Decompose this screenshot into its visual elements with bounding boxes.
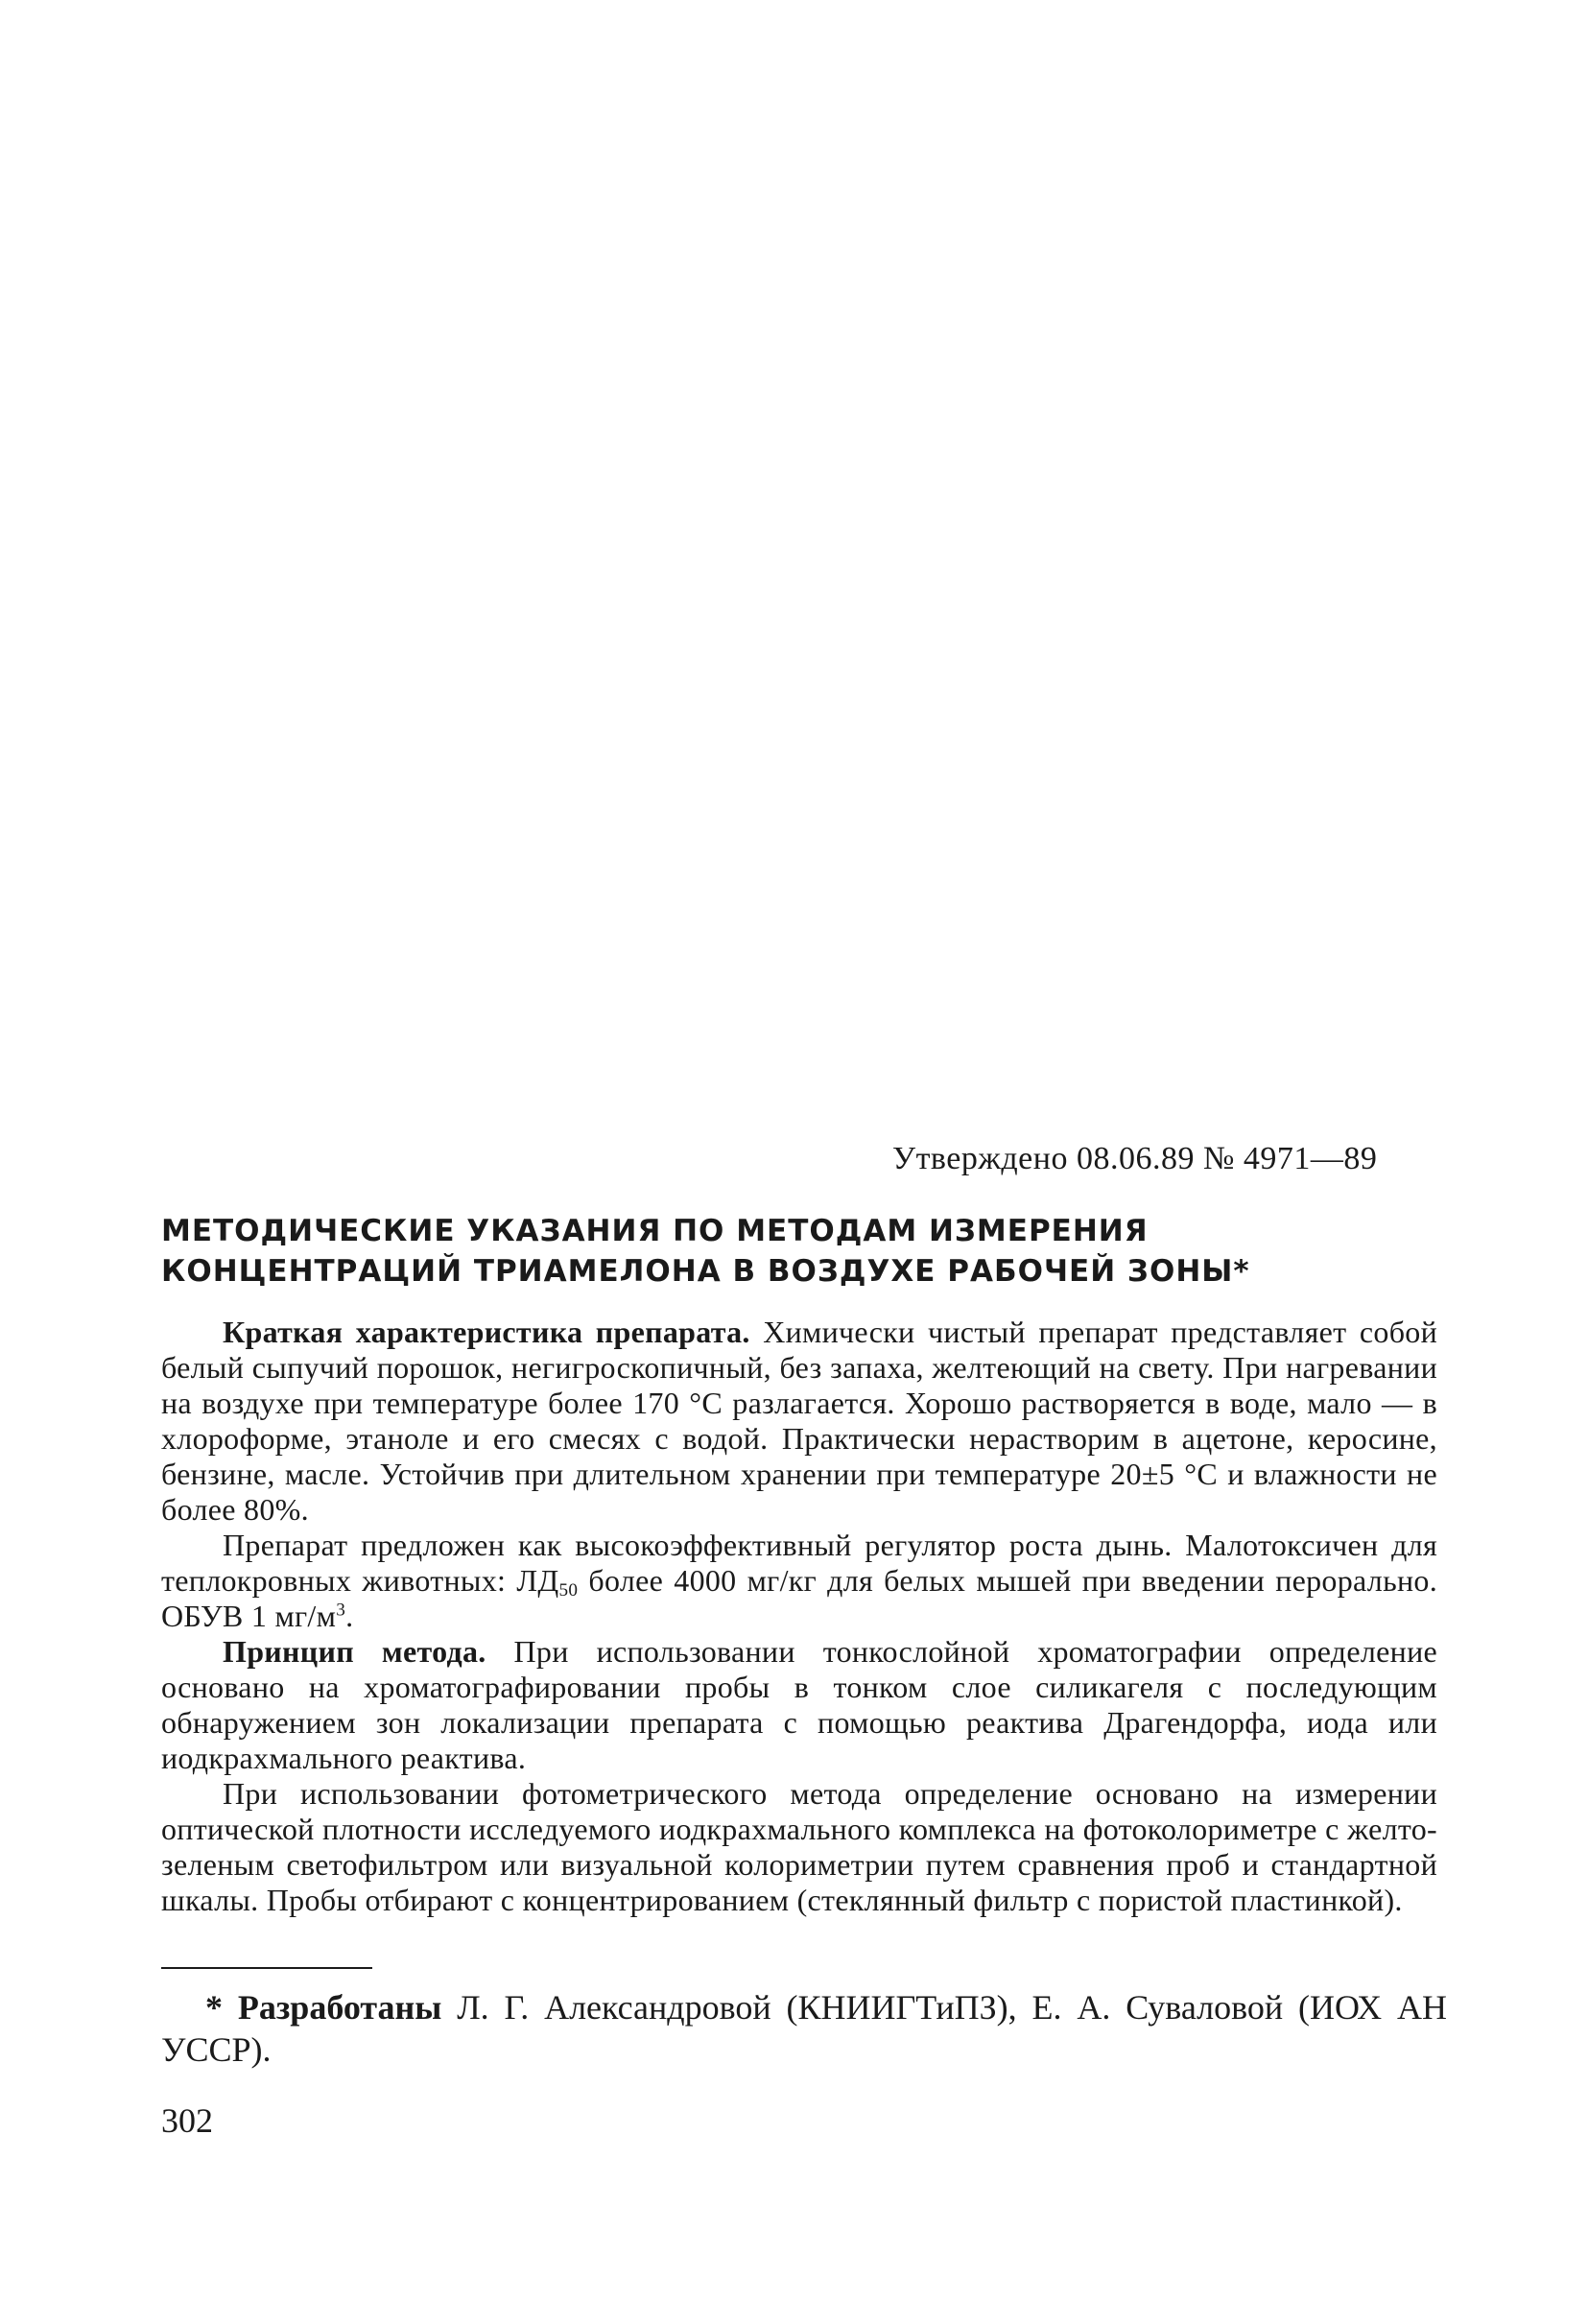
page-number: 302 [161, 2101, 213, 2140]
approval-line: Утверждено 08.06.89 № 4971—89 [892, 1141, 1378, 1176]
document-title [161, 1211, 1447, 1292]
paragraph-toxicity [161, 1528, 1437, 1634]
footnote-divider [161, 1967, 372, 1969]
paragraph-text: При использовании фотометрического метода определение основано на измерении оптической плотности исследуемого иодкрахмального комплекса на фотоколориметре с желто-зеленым светофильтром или визуальной колориметрии путем сравнения проб и стандартной шкалы. Пробы отбирают с концентрированием (стеклянный фильтр с пористой пластинкой). [161, 1776, 1437, 1917]
ld-subscript: 50 [558, 1579, 579, 1601]
unit-superscript: 3 [336, 1600, 346, 1621]
paragraph-photometric [161, 1776, 1437, 1918]
paragraph-text: более 4000 мг/кг для белых мышей при введении перорально. ОБУВ 1 мг/м [161, 1563, 1437, 1633]
title-line-2: КОНЦЕНТРАЦИЙ ТРИАМЕЛОНА В ВОЗДУХЕ РАБОЧЕЙ ЗОНЫ* [161, 1254, 1250, 1289]
paragraph-method-principle [161, 1634, 1437, 1776]
footnote-text: Л. Г. Александровой (КНИИГТиПЗ), Е. А. Суваловой (ИОХ АН УССР). [161, 1988, 1447, 2069]
paragraph-characteristics [161, 1315, 1437, 1528]
footnote [161, 1986, 1447, 2071]
footnote-lead: * Разработаны [205, 1988, 442, 2027]
paragraph-text: Химически чистый препарат представляет собой белый сыпучий порошок, негигроскопичный, без запаха, желтеющий на свету. При нагревании на воздухе при температуре более 170 °С разлагается. Хорошо растворяется в воде, мало — в хлороформе, этаноле и его смесях с водой. Практически нерастворим в ацетоне, керосине, бензине, масле. Устойчив при длительном хранении при температуре 20±5 °С и влажности не более 80%. [161, 1315, 1437, 1527]
paragraph-text: При использовании тонкослойной хроматографии определение основано на хроматографировании пробы в тонком слое силикагеля с последующим обнаружением зон локализации препарата с помощью реактива Драгендорфа, иода или иодкрахмального реактива. [161, 1634, 1438, 1775]
paragraph-text: Препарат предложен как высокоэффективный регулятор роста дынь. Малотоксичен для теплокровных животных: ЛД [161, 1528, 1437, 1598]
paragraph-text: . [345, 1599, 354, 1633]
paragraph-lead: Принцип метода. [223, 1634, 486, 1669]
paragraph-lead: Краткая характеристика препарата. [223, 1315, 750, 1349]
title-line-1: МЕТОДИЧЕСКИЕ УКАЗАНИЯ ПО МЕТОДАМ ИЗМЕРЕНИЯ [161, 1214, 1149, 1248]
document-body [161, 1315, 1437, 1918]
